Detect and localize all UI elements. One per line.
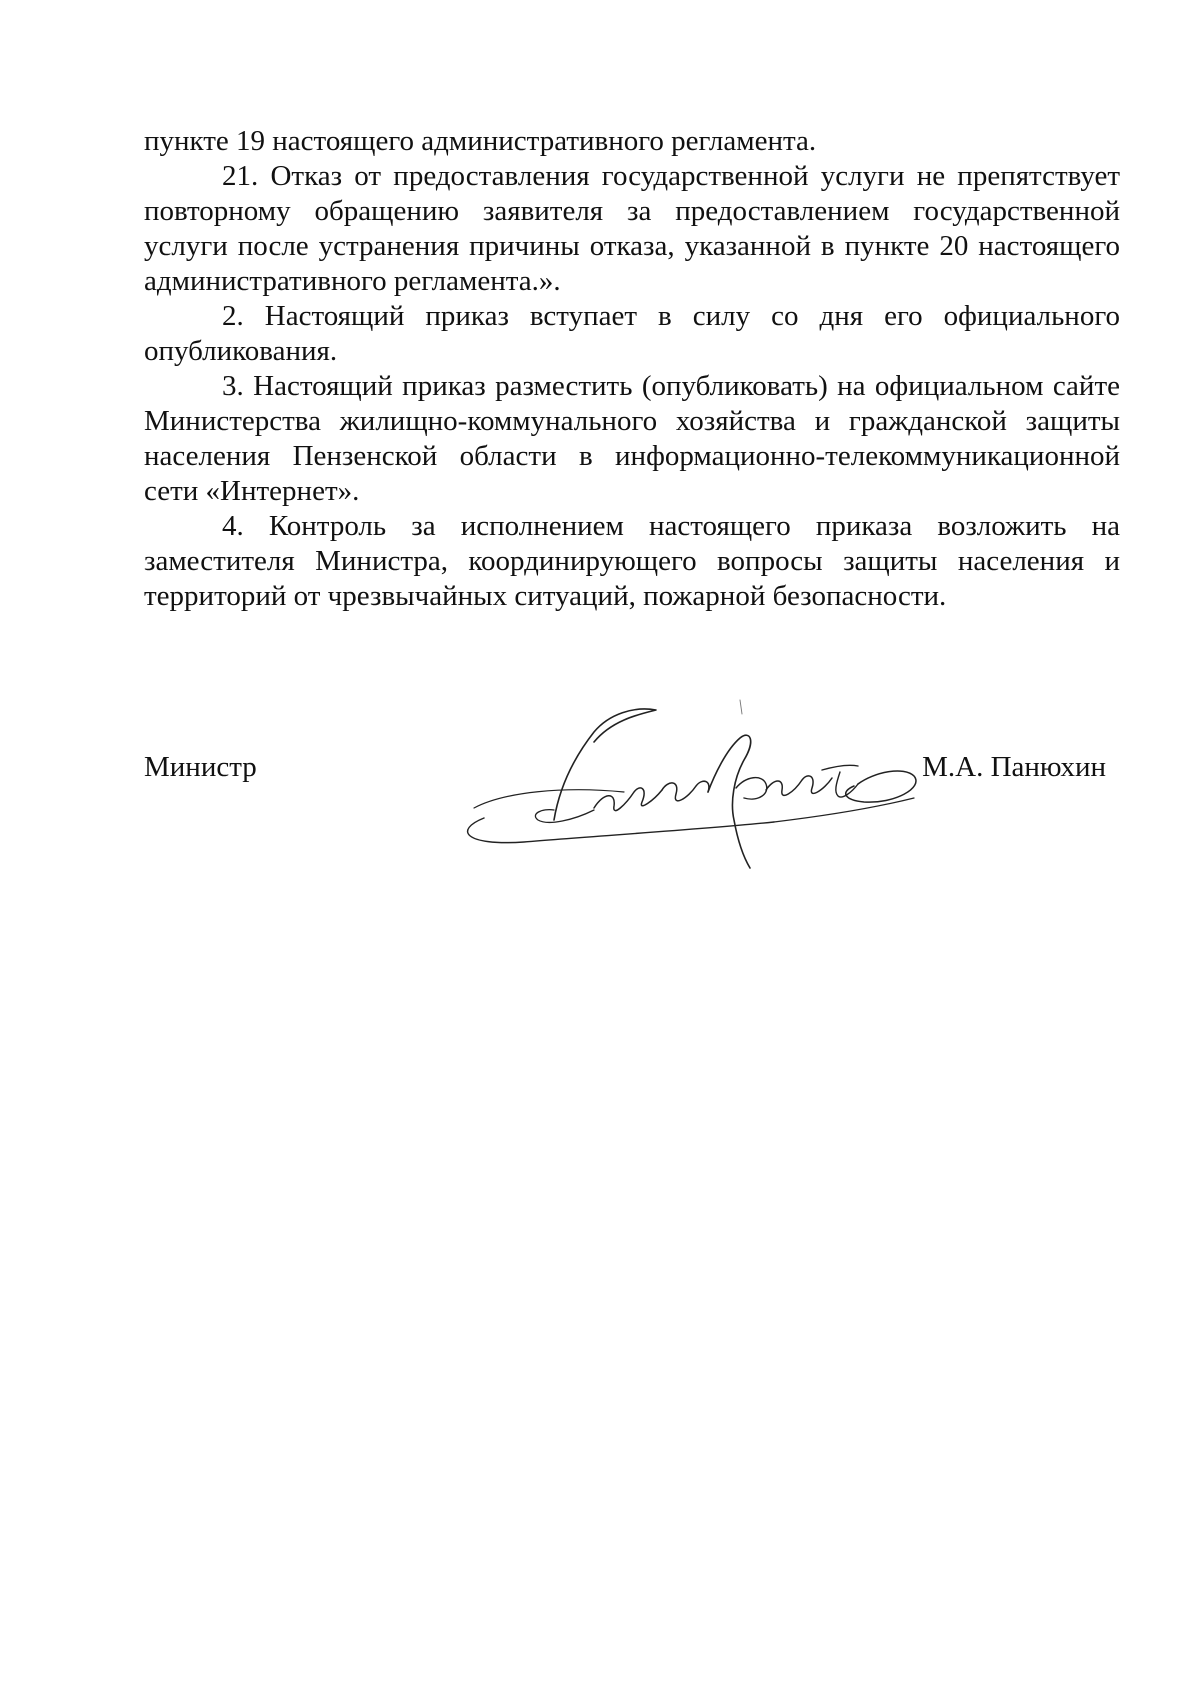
paragraph-clause-21: 21. Отказ от предоставления государственной услуги не препятствует повторному обращению заявителя за предоставлением государственной услуги после устранения причины отказа, указанной в пункте 20 настоящего административного регламента.». [144, 160, 1120, 297]
paragraph-item-2: 2. Настоящий приказ вступает в силу со дня его официального опубликования. [144, 300, 1120, 367]
handwritten-signature [444, 680, 964, 880]
paragraph-item-4: 4. Контроль за исполнением настоящего приказа возложить на заместителя Министра, координирующего вопросы защиты населения и территорий от чрезвычайных ситуаций, пожарной безопасности. [144, 510, 1120, 612]
paragraph-continuation: пункте 19 настоящего административного регламента. [144, 125, 817, 157]
signatory-title: Министр [144, 751, 257, 783]
paragraph-item-3: 3. Настоящий приказ разместить (опубликовать) на официальном сайте Министерства жилищно-коммунального хозяйства и гражданской защиты населения Пензенской области в информационно-телекоммуникационной сети «Интернет». [144, 370, 1120, 507]
signatory-name: М.А. Панюхин [922, 751, 1106, 783]
document-body [144, 124, 1120, 614]
signature-block [144, 750, 1120, 810]
